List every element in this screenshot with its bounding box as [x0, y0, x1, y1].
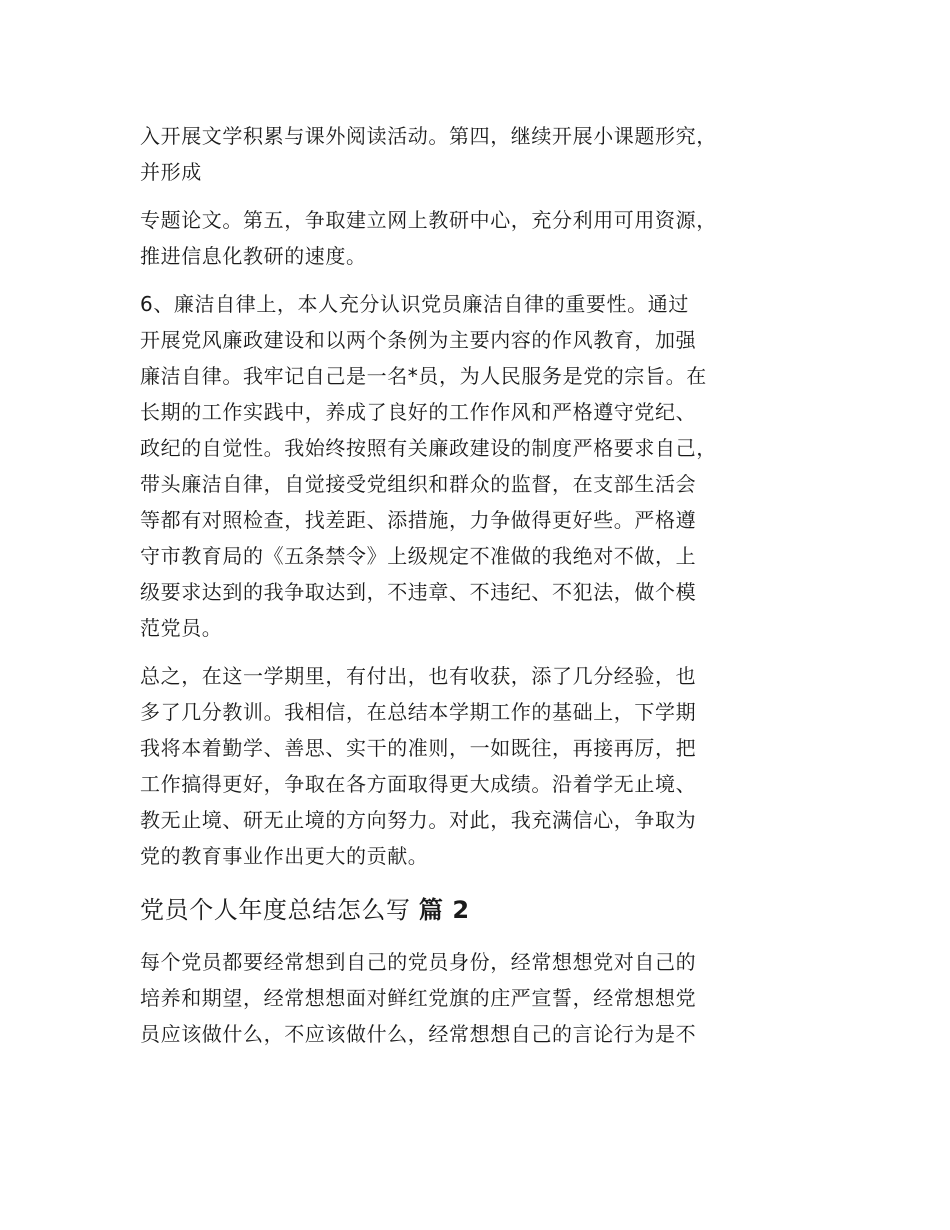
text-line: 长期的工作实践中，养成了良好的工作作风和严格遵守党纪、: [140, 400, 697, 424]
paragraph-party-member-identity: [140, 944, 820, 1052]
paragraph-integrity: [140, 286, 820, 646]
document-page: [140, 118, 820, 1052]
text-line: 廉洁自律。我牢记自己是一名*员，为人民服务是党的宗旨。在: [140, 364, 707, 388]
text-line: 等都有对照检查，找差距、添措施，力争做得更好些。严格遵: [140, 508, 697, 532]
text-line: 工作搞得更好，争取在各方面取得更大成绩。沿着学无止境、: [140, 772, 697, 796]
text-line: 专题论文。第五，争取建立网上教研中心，充分利用可用资源，: [140, 208, 717, 232]
section-heading: [140, 892, 820, 928]
text-line: 总之，在这一学期里，有付出，也有收获，添了几分经验，也: [140, 664, 697, 688]
paragraph-reading-activities: [140, 118, 820, 190]
text-line: 带头廉洁自律，自觉接受党组织和群众的监督，在支部生活会: [140, 472, 697, 496]
text-line: 每个党员都要经常想到自己的党员身份，经常想想党对自己的: [140, 950, 697, 974]
text-line: 多了几分教训。我相信，在总结本学期工作的基础上，下学期: [140, 700, 697, 724]
text-line: 并形成: [140, 160, 202, 184]
text-line: 级要求达到的我争取达到，不违章、不违纪、不犯法，做个模: [140, 580, 697, 604]
text-line: 政纪的自觉性。我始终按照有关廉政建设的制度严格要求自己，: [140, 436, 717, 460]
text-line: 范党员。: [140, 616, 223, 640]
heading-text: 党员个人年度总结怎么写: [140, 896, 419, 924]
heading-number: 篇 2: [418, 896, 470, 924]
text-line: 守市教育局的《五条禁令》上级规定不准做的我绝对不做，上: [140, 544, 697, 568]
text-line: 教无止境、研无止境的方向努力。对此，我充满信心，争取为: [140, 808, 697, 832]
text-line: 培养和期望，经常想想面对鲜红党旗的庄严宣誓，经常想想党: [140, 986, 697, 1010]
text-line: 开展党风廉政建设和以两个条例为主要内容的作风教育，加强: [140, 328, 697, 352]
text-line: 推进信息化教研的速度。: [140, 244, 367, 268]
text-line: 6、廉洁自律上，本人充分认识党员廉洁自律的重要性。通过: [140, 292, 689, 316]
text-line: 员应该做什么，不应该做什么，经常想想自己的言论行为是不: [140, 1022, 697, 1046]
paragraph-conclusion: [140, 658, 820, 874]
paragraph-online-research: [140, 202, 820, 274]
text-line: 入开展文学积累与课外阅读活动。第四，继续开展小课题形究，: [140, 124, 717, 148]
text-line: 党的教育事业作出更大的贡献。: [140, 844, 429, 868]
text-line: 我将本着勤学、善思、实干的准则，一如既往，再接再厉，把: [140, 736, 697, 760]
